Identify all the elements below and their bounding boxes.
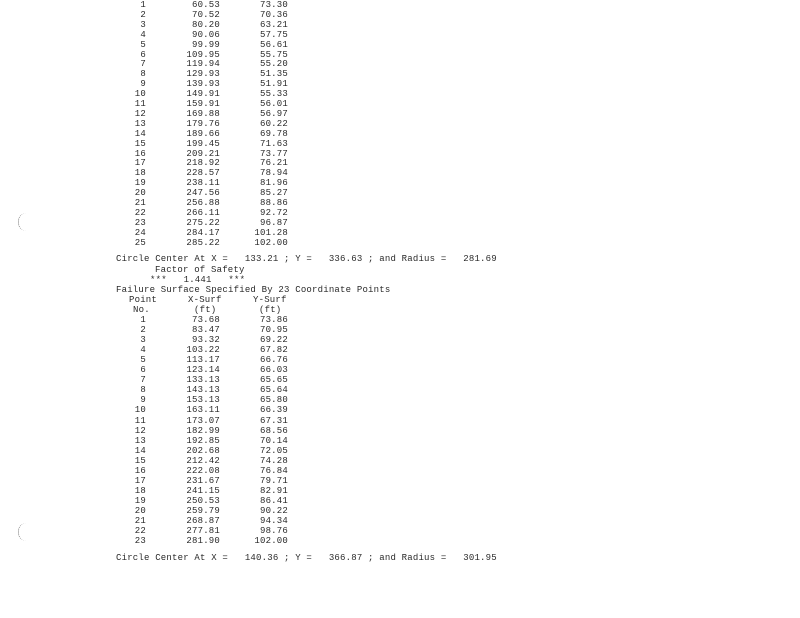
point-number: 18 xyxy=(134,168,146,179)
table-row xyxy=(0,385,800,395)
x-coordinate: 259.79 xyxy=(186,505,220,516)
point-number: 17 xyxy=(134,158,146,169)
table-2-header xyxy=(0,295,800,305)
table-row xyxy=(0,536,800,546)
x-coordinate: 212.42 xyxy=(186,455,220,466)
table-row xyxy=(0,178,800,188)
y-coordinate: 85.27 xyxy=(259,188,288,199)
x-coordinate: 70.52 xyxy=(191,9,220,20)
point-number: 2 xyxy=(140,9,146,20)
point-number: 6 xyxy=(140,365,146,376)
table-row xyxy=(0,486,800,496)
table-row xyxy=(0,40,800,50)
table-row xyxy=(0,149,800,159)
x-coordinate: 113.17 xyxy=(186,355,220,366)
point-number: 4 xyxy=(140,345,146,356)
point-number: 19 xyxy=(134,178,146,189)
x-coordinate: 247.56 xyxy=(186,188,220,199)
x-coordinate: 173.07 xyxy=(186,415,220,426)
y-coordinate: 79.71 xyxy=(259,475,288,486)
x-coordinate: 143.13 xyxy=(186,385,220,396)
point-number: 10 xyxy=(134,405,146,416)
x-coordinate: 123.14 xyxy=(186,365,220,376)
y-coordinate: 71.63 xyxy=(259,138,288,149)
table-row xyxy=(0,446,800,456)
col-no-header: No. xyxy=(133,305,150,315)
point-number: 1 xyxy=(140,0,146,10)
table-row xyxy=(0,218,800,228)
point-number: 15 xyxy=(134,138,146,149)
x-coordinate: 93.32 xyxy=(191,335,220,346)
point-number: 7 xyxy=(140,375,146,386)
x-coordinate: 209.21 xyxy=(186,148,220,159)
x-coordinate: 153.13 xyxy=(186,395,220,406)
point-number: 3 xyxy=(140,19,146,30)
table-row xyxy=(0,30,800,40)
table-row xyxy=(0,416,800,426)
table-row xyxy=(0,228,800,238)
x-coordinate: 179.76 xyxy=(186,118,220,129)
point-number: 20 xyxy=(134,505,146,516)
y-coordinate: 94.34 xyxy=(259,516,288,526)
point-number: 18 xyxy=(134,485,146,496)
y-coordinate: 102.00 xyxy=(254,536,288,547)
x-coordinate: 80.20 xyxy=(191,19,220,30)
table-row xyxy=(0,355,800,365)
table-row xyxy=(0,506,800,516)
y-coordinate: 66.76 xyxy=(259,355,288,366)
x-coordinate: 119.94 xyxy=(186,59,220,70)
x-coordinate: 281.90 xyxy=(186,536,220,547)
x-coordinate: 189.66 xyxy=(186,128,220,139)
y-coordinate: 55.75 xyxy=(259,49,288,60)
table-row xyxy=(0,436,800,446)
y-coordinate: 69.78 xyxy=(259,128,288,139)
x-coordinate: 182.99 xyxy=(186,425,220,436)
y-coordinate: 56.97 xyxy=(259,108,288,119)
y-coordinate: 56.01 xyxy=(259,99,288,109)
factor-of-safety-value: *** 1.441 *** xyxy=(150,275,246,285)
table-row xyxy=(0,375,800,385)
point-number: 24 xyxy=(134,227,146,238)
y-coordinate: 82.91 xyxy=(259,485,288,496)
x-coordinate: 256.88 xyxy=(186,198,220,208)
x-coordinate: 133.13 xyxy=(186,375,220,386)
y-coordinate: 86.41 xyxy=(259,495,288,506)
point-number: 15 xyxy=(134,455,146,466)
scan-mark xyxy=(18,213,31,231)
point-number: 16 xyxy=(134,465,146,476)
x-coordinate: 218.92 xyxy=(186,158,220,169)
y-coordinate: 66.39 xyxy=(259,405,288,416)
x-coordinate: 268.87 xyxy=(186,516,220,526)
y-coordinate: 73.77 xyxy=(259,148,288,159)
point-number: 22 xyxy=(134,526,146,537)
x-coordinate: 60.53 xyxy=(191,0,220,10)
point-number: 17 xyxy=(134,475,146,486)
table-2-units xyxy=(0,305,800,315)
x-coordinate: 231.67 xyxy=(186,475,220,486)
point-number: 4 xyxy=(140,29,146,40)
x-coordinate: 284.17 xyxy=(186,227,220,238)
y-coordinate: 96.87 xyxy=(259,217,288,228)
point-number: 9 xyxy=(140,79,146,90)
x-coordinate: 266.11 xyxy=(186,207,220,218)
point-number: 21 xyxy=(134,198,146,208)
y-coordinate: 55.20 xyxy=(259,59,288,70)
y-coordinate: 68.56 xyxy=(259,425,288,436)
point-number: 16 xyxy=(134,148,146,159)
table-row xyxy=(0,10,800,20)
table-row xyxy=(0,59,800,69)
x-coordinate: 139.93 xyxy=(186,79,220,90)
x-coordinate: 169.88 xyxy=(186,108,220,119)
point-number: 23 xyxy=(134,536,146,547)
table-row xyxy=(0,69,800,79)
y-coordinate: 78.94 xyxy=(259,168,288,179)
table-row xyxy=(0,335,800,345)
point-number: 8 xyxy=(140,69,146,80)
y-coordinate: 51.91 xyxy=(259,79,288,90)
x-coordinate: 83.47 xyxy=(191,325,220,336)
y-coordinate: 101.28 xyxy=(254,227,288,238)
col-x-header: X-Surf xyxy=(188,295,222,305)
point-number: 1 xyxy=(140,315,146,325)
y-coordinate: 102.00 xyxy=(254,237,288,248)
point-number: 2 xyxy=(140,325,146,336)
point-number: 3 xyxy=(140,335,146,346)
table-row xyxy=(0,315,800,325)
y-coordinate: 65.80 xyxy=(259,395,288,406)
point-number: 9 xyxy=(140,395,146,406)
y-coordinate: 70.14 xyxy=(259,435,288,446)
x-coordinate: 129.93 xyxy=(186,69,220,80)
table-row xyxy=(0,50,800,60)
table-row xyxy=(0,365,800,375)
x-coordinate: 199.45 xyxy=(186,138,220,149)
x-coordinate: 163.11 xyxy=(186,405,220,416)
table-row xyxy=(0,79,800,89)
x-coordinate: 109.95 xyxy=(186,49,220,60)
y-coordinate: 67.31 xyxy=(259,415,288,426)
point-number: 12 xyxy=(134,108,146,119)
table-row xyxy=(0,129,800,139)
table-row xyxy=(0,238,800,248)
y-coordinate: 88.86 xyxy=(259,198,288,208)
table-row xyxy=(0,496,800,506)
x-coordinate: 159.91 xyxy=(186,99,220,109)
circle-center-line-2: Circle Center At X = 140.36 ; Y = 366.87 ; and Radius = 301.95 xyxy=(116,553,497,563)
y-coordinate: 90.22 xyxy=(259,505,288,516)
table-row xyxy=(0,405,800,415)
point-number: 25 xyxy=(134,237,146,248)
point-number: 12 xyxy=(134,425,146,436)
table-row xyxy=(0,208,800,218)
y-coordinate: 65.65 xyxy=(259,375,288,386)
col-x-unit: (ft) xyxy=(194,305,217,315)
x-coordinate: 149.91 xyxy=(186,89,220,100)
point-number: 5 xyxy=(140,355,146,366)
x-coordinate: 222.08 xyxy=(186,465,220,476)
table-row xyxy=(0,395,800,405)
point-number: 8 xyxy=(140,385,146,396)
y-coordinate: 56.61 xyxy=(259,39,288,50)
x-coordinate: 103.22 xyxy=(186,345,220,356)
point-number: 11 xyxy=(134,99,146,109)
x-coordinate: 285.22 xyxy=(186,237,220,248)
y-coordinate: 66.03 xyxy=(259,365,288,376)
y-coordinate: 65.64 xyxy=(259,385,288,396)
y-coordinate: 76.21 xyxy=(259,158,288,169)
point-number: 7 xyxy=(140,59,146,70)
factor-of-safety-label: Factor of Safety xyxy=(155,265,245,275)
table-row xyxy=(0,89,800,99)
point-number: 14 xyxy=(134,445,146,456)
table-row xyxy=(0,325,800,335)
y-coordinate: 73.86 xyxy=(259,315,288,325)
y-coordinate: 73.30 xyxy=(259,0,288,10)
point-number: 19 xyxy=(134,495,146,506)
point-number: 21 xyxy=(134,516,146,526)
y-coordinate: 55.33 xyxy=(259,89,288,100)
y-coordinate: 70.95 xyxy=(259,325,288,336)
table-row xyxy=(0,109,800,119)
y-coordinate: 76.84 xyxy=(259,465,288,476)
table-row xyxy=(0,188,800,198)
x-coordinate: 228.57 xyxy=(186,168,220,179)
col-y-unit: (ft) xyxy=(259,305,282,315)
point-number: 20 xyxy=(134,188,146,199)
x-coordinate: 275.22 xyxy=(186,217,220,228)
col-y-header: Y-Surf xyxy=(253,295,287,305)
table-row xyxy=(0,0,800,10)
table-row xyxy=(0,99,800,109)
table-row xyxy=(0,456,800,466)
x-coordinate: 250.53 xyxy=(186,495,220,506)
x-coordinate: 238.11 xyxy=(186,178,220,189)
y-coordinate: 98.76 xyxy=(259,526,288,537)
table-row xyxy=(0,168,800,178)
table-row xyxy=(0,139,800,149)
y-coordinate: 81.96 xyxy=(259,178,288,189)
y-coordinate: 74.28 xyxy=(259,455,288,466)
point-number: 13 xyxy=(134,118,146,129)
table-row xyxy=(0,345,800,355)
table-row xyxy=(0,426,800,436)
col-point-header: Point xyxy=(129,295,158,305)
point-number: 23 xyxy=(134,217,146,228)
y-coordinate: 57.75 xyxy=(259,29,288,40)
x-coordinate: 241.15 xyxy=(186,485,220,496)
table-row xyxy=(0,119,800,129)
table-row xyxy=(0,20,800,30)
y-coordinate: 60.22 xyxy=(259,118,288,129)
x-coordinate: 277.81 xyxy=(186,526,220,537)
x-coordinate: 192.85 xyxy=(186,435,220,446)
point-number: 13 xyxy=(134,435,146,446)
point-number: 10 xyxy=(134,89,146,100)
table-row xyxy=(0,476,800,486)
y-coordinate: 69.22 xyxy=(259,335,288,346)
circle-center-line-1: Circle Center At X = 133.21 ; Y = 336.63 ; and Radius = 281.69 xyxy=(116,254,497,264)
table-row xyxy=(0,466,800,476)
y-coordinate: 70.36 xyxy=(259,9,288,20)
y-coordinate: 67.82 xyxy=(259,345,288,356)
y-coordinate: 72.05 xyxy=(259,445,288,456)
point-number: 5 xyxy=(140,39,146,50)
table-row xyxy=(0,158,800,168)
failure-surface-title: Failure Surface Specified By 23 Coordinate Points xyxy=(116,285,391,295)
table-row xyxy=(0,198,800,208)
x-coordinate: 73.68 xyxy=(191,315,220,325)
table-row xyxy=(0,526,800,536)
table-row xyxy=(0,516,800,526)
point-number: 22 xyxy=(134,207,146,218)
y-coordinate: 63.21 xyxy=(259,19,288,30)
x-coordinate: 99.99 xyxy=(191,39,220,50)
point-number: 6 xyxy=(140,49,146,60)
y-coordinate: 51.35 xyxy=(259,69,288,80)
scan-mark xyxy=(18,523,31,541)
point-number: 14 xyxy=(134,128,146,139)
x-coordinate: 202.68 xyxy=(186,445,220,456)
point-number: 11 xyxy=(134,415,146,426)
y-coordinate: 92.72 xyxy=(259,207,288,218)
x-coordinate: 90.06 xyxy=(191,29,220,40)
